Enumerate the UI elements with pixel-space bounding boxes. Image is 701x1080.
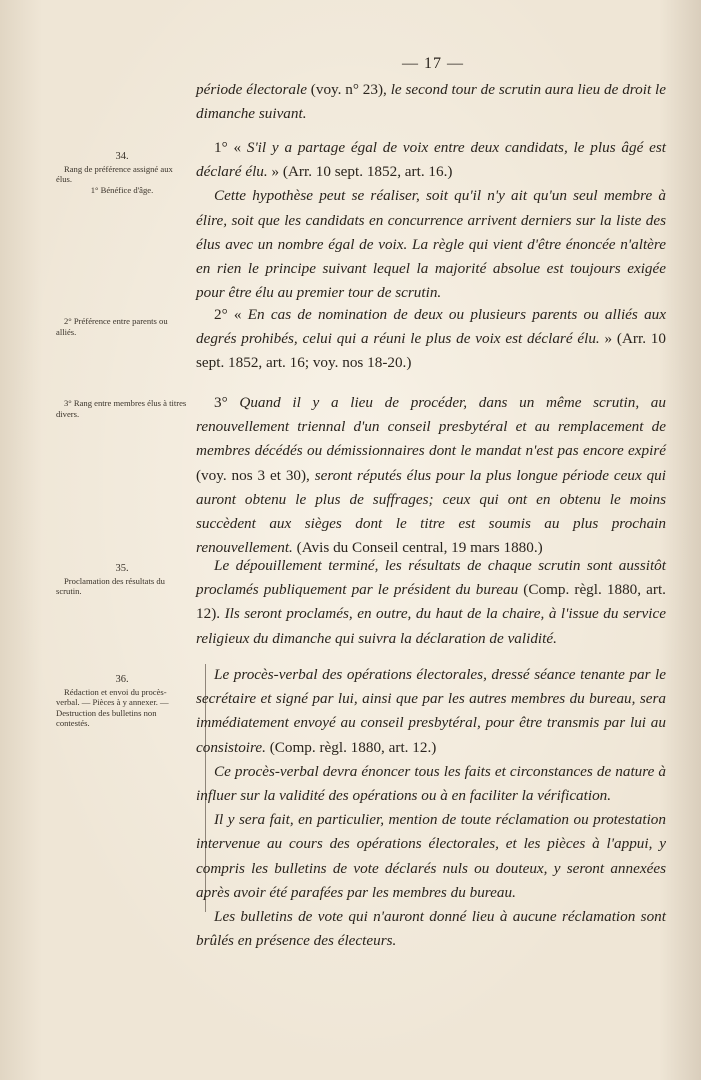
sidenote-36 [56,675,188,729]
paragraph-34-1 [196,136,666,305]
text-span: (Comp. règl. 1880, art. 12.) [265,738,437,756]
sidenote-number: 34. [115,151,129,162]
paragraph-36-mention: Il y sera fait, en particulier, mention de toute réclamation ou protestation intervenue au cours des opérations électorales, et les pièces à l'appui, y compris les bulletins de vote déclarés nuls ou douteux, y seront annexées après avoir été parafées par les membres du bureau. [196,811,666,901]
text-span: le second tour de scrutin aura lieu de droit le dimanche suivant. [196,81,666,123]
paragraph-0 [196,78,666,126]
text-span: S'il y a partage égal de voix entre deux candidats, le plus âgé est déclaré élu. [196,139,666,181]
sidenote-34-preference-parents [56,316,188,337]
paragraph-34-2 [196,303,666,376]
sidenote-number: 36. [115,674,129,685]
sidenote-text: 1° Bénéfice d'âge. [90,184,154,195]
text-span: (Avis du Conseil central, 19 mars 1880.) [292,539,543,557]
text-span: En cas de nomination de deux ou plusieurs parents ou alliés aux degrés prohibés, celui qui a réuni le plus de voix est déclaré élu. [196,306,667,348]
text-span: 3° [214,394,240,411]
sidenote-text: 3° Rang entre membres élus à titres divers. [56,398,187,419]
text-span: Quand il y a lieu de procéder, dans un même scrutin, au renouvellement triennal d'un conseil presbytéral et au remplacement de membres décédés ou démissionnaires dont le mandat n'est pas encore expiré [196,394,666,460]
paragraph-36 [196,663,666,953]
text-span: (voy. n° 23), [306,81,391,98]
sidenote-34 [56,152,188,195]
text-span: Le dépouillement terminé, les résultats de chaque scrutin sont aussitôt proclamés publiquement par le président du bureau [196,557,666,599]
text-span: (voy. nos 3 et 30), [196,466,315,484]
text-span: Le procès-verbal des opérations électorales, dressé séance tenante par le secrétaire et signé par lui, ainsi que par les autres membres du bureau, sera immédiatement envoyé au conseil presbytéral, pour être transmis par lui au consistoire. [196,666,666,756]
text-span: seront réputés élus pour la plus longue période ceux qui auront obtenu le plus de suffrages; ceux qui ont en obtenu le moins succèdent aux sièges dont le titre est soumis au plus prochain renouvellement. [196,466,666,557]
paragraph-34-3 [196,391,666,560]
text-span: période électorale [196,81,307,98]
text-span: » (Arr. 10 sept. 1852, art. 16; voy. nos 18-20.) [196,330,666,372]
text-span: 2° « [214,306,248,323]
page-number: — 17 — [402,55,464,72]
sidenote-text: Rang de préférence assigné aux élus. [56,163,173,184]
sidenote-number: 35. [115,563,129,574]
sidenote-35 [56,564,188,597]
text-span: (Comp. règl. 1880, art. 12). [196,581,666,623]
sidenote-34-rang-membres [56,398,188,419]
paragraph-34-hypothese: Cette hypothèse peut se réaliser, soit qu'il n'y ait qu'un seul membre à élire, soit que les candidats en concurrence arrivent derniers sur la liste des élus avec un nombre égal de voix. La règle qui vient d'être énoncée n'altère en rien le principe suivant lequel la majorité absolue est toujours exigée pour être élu au premier tour de scrutin. [196,187,666,302]
text-span: » (Arr. 10 sept. 1852, art. 16.) [267,163,453,181]
sidenote-text: 2° Préférence entre parents ou alliés. [56,316,168,337]
paragraph-36-enoncer: Ce procès-verbal devra énoncer tous les faits et circonstances de nature à influer sur la validité des opérations ou à en faciliter la vérification. [196,762,666,805]
paragraph-35 [196,554,666,651]
sidenote-text: Proclamation des résultats du scrutin. [56,575,165,596]
sidenote-text: Rédaction et envoi du procès-verbal. — Pièces à y annexer. — Destruction des bulletins non contestés. [56,686,169,728]
text-span: 1° « [214,139,247,156]
paragraph-36-bulletins: Les bulletins de vote qui n'auront donné lieu à aucune réclamation sont brûlés en présence des électeurs. [196,908,666,950]
text-span: Ils seront proclamés, en outre, du haut de la chaire, à l'issue du service religieux du dimanche qui suivra la déclaration de validité. [196,605,666,647]
